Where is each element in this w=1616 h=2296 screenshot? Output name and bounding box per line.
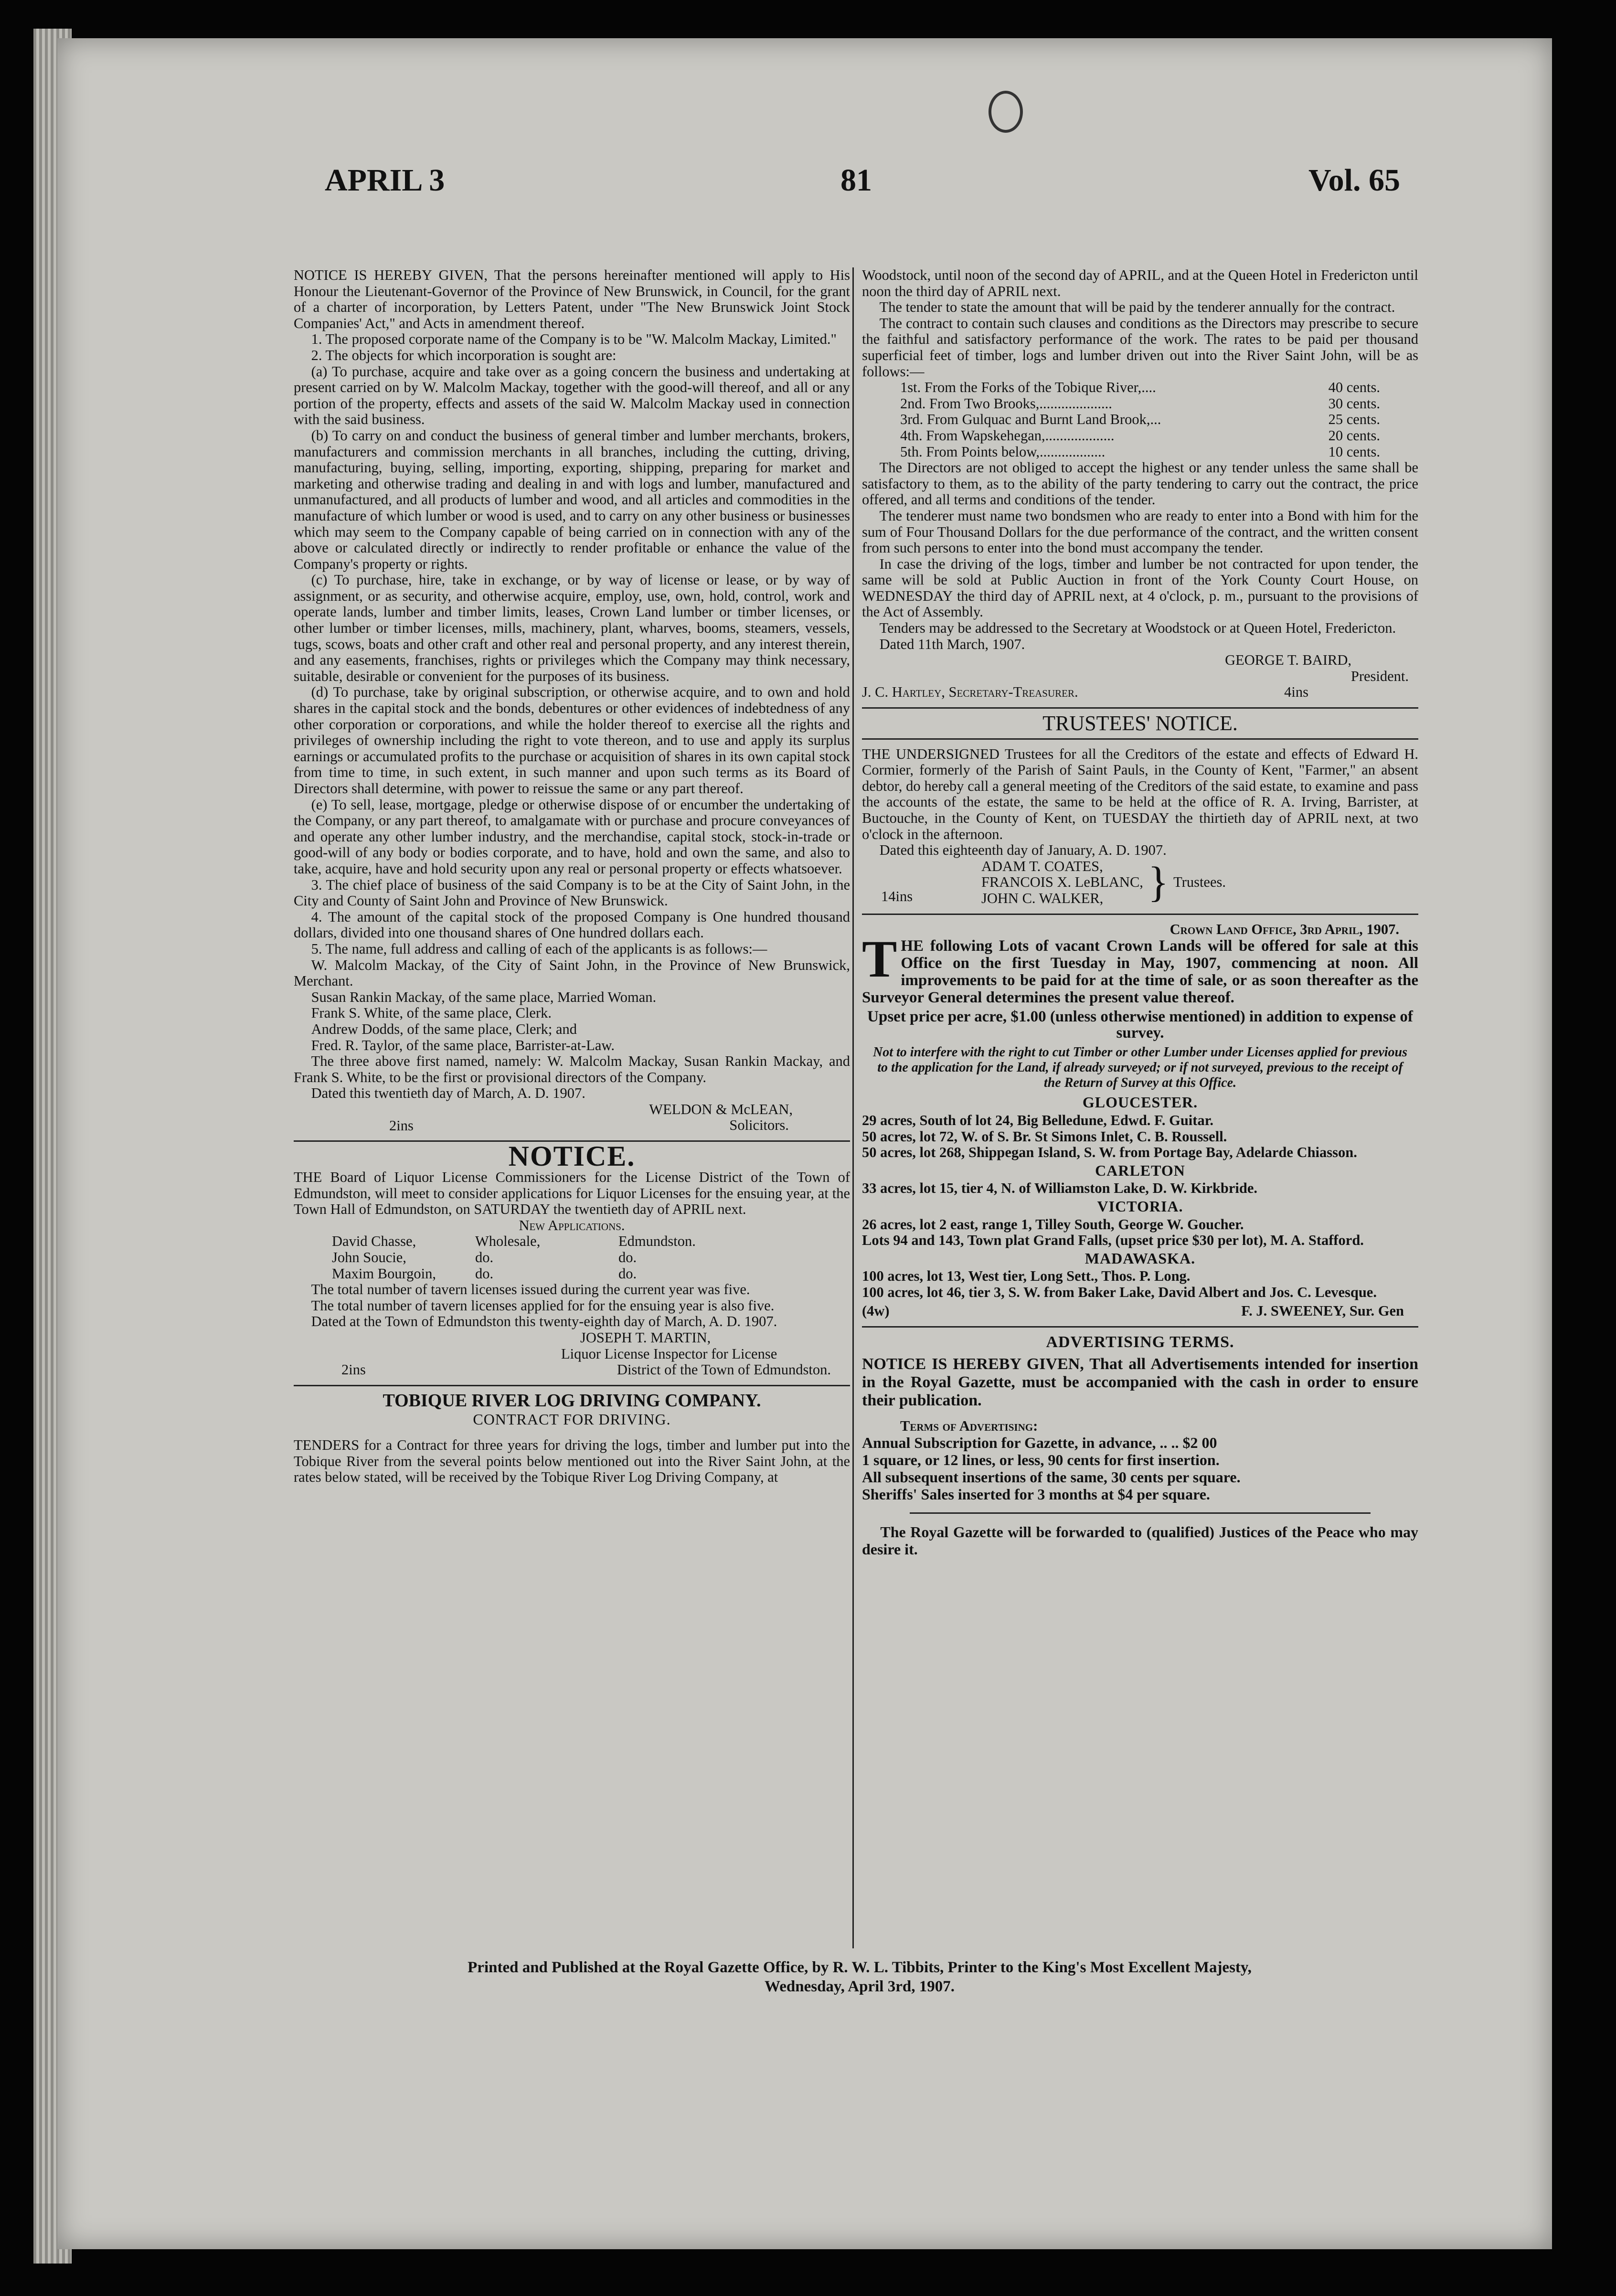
notice-paragraph: In case the driving of the logs, timber and lumber be not contracted for upon tender, the same will be sold at Public Auction in front of the York County Court House, on WEDNESDAY the third day of APRIL next, at 4 o'clock, p. m., pursuant to the provisions of the Act of Assembly. [862,555,1418,620]
inspector-signature: JOSEPH T. MARTIN, [580,1329,711,1346]
lot-entry: Lots 94 and 143, Town plat Grand Falls, (upset price $30 per lot), M. A. Stafford. [862,1232,1364,1249]
notice-dated: Dated this twentieth day of March, A. D. 1907. [311,1085,585,1102]
trustees-signatures [862,859,1418,907]
trustees-heading: TRUSTEES' NOTICE. [1042,712,1238,735]
left-column [294,267,850,1486]
notice-paragraph: The tenderer must name two bondsmen who are ready to enter into a Bond with him for the sum of Four Thousand Dollars for the due performance of the contract, and the written consent from such persons to enter into the bond must accompany the tender. [862,507,1418,556]
solicitor-signature: WELDON & McLEAN, [649,1101,793,1117]
insertion-count: 4ins [1284,684,1308,701]
insertion-count: 2ins [341,1361,366,1378]
tobique-notice-continued [862,267,1418,701]
notice-paragraph: 4. The amount of the capital stock of the proposed Company is One hundred thousand dollars, divided into one thousand shares of One hundred dollars each. [294,908,850,941]
applicant: Andrew Dodds, of the same place, Clerk; and [311,1020,577,1037]
section-rule [862,707,1418,709]
notice-paragraph: (d) To purchase, take by original subscription, or otherwise acquire, and to own and hold shares in the capital stock and the bonds, debentures or other evidences of indebtedness of any other corporation or corporations, and while the holder thereof to exercise all the rights and privileges of ownership including the right to vote thereon, and to use and apply its surplus earnings or accumulated profits to the purchase or acquisition of shares in its own capital stock from time to time, in such extent, in such manner and upon such terms as its Board of Directors shall determine, with power to reissue the same or any part thereof. [294,684,850,797]
advertising-heading: ADVERTISING TERMS. [1046,1333,1234,1351]
crown-paragraph: HE following Lots of vacant Crown Lands will be offered for sale at this Office on the first Tuesday in May, 1907, commencing at noon. All improvements to be paid for at the time of sale, or as soon thereafter as the Surveyor General determines the present value thereof. [862,937,1418,1007]
lot-entry: 29 acres, South of lot 24, Big Belledune, Edwd. F. Guitar. [862,1112,1214,1128]
applicant: Frank S. White, of the same place, Clerk. [311,1005,552,1021]
volume-number: Vol. 65 [1308,163,1400,198]
imprint-footer [294,1958,1425,1996]
insertion-count: 14ins [881,888,913,905]
notice-dated: Dated at the Town of Edmundston this twenty-eighth day of March, A. D. 1907. [311,1313,777,1330]
notice-paragraph: (b) To carry on and conduct the business of general timber and lumber merchants, brokers, manufacturers and commission merchants in all branches, including the cutting, driving, manufacturing, buying, selling, importing, exporting, shipping, preparing for market and marketing and otherwise trading and dealing in and with logs and lumber, manufactured and unmanufactured, and all products of lumber and wood, and all articles and commodities in the manufacture of which lumber or wood is used, and to carry on any other business or businesses which may seem to the Company capable of being carried on in connection with any of the above or calculated directly or indirectly to render profitable or enhance the value of the Company's property or rights. [294,427,850,572]
lot-entry: 100 acres, lot 46, tier 3, S. W. from Baker Lake, David Albert and Jos. C. Levesque. [862,1284,1377,1300]
notice-paragraph: NOTICE IS HEREBY GIVEN, That the persons hereinafter mentioned will apply to His Honour the Lieutenant-Governor of the Province of New Brunswick, in Council, for the grant of a charter of incorporation, by Letters Patent, under "The New Brunswick Joint Stock Companies' Act," and Acts in amendment thereof. [294,267,850,331]
punch-hole [989,91,1023,133]
advertising-paragraph: The Royal Gazette will be forwarded to (qualified) Justices of the Peace who may desire it. [862,1523,1418,1558]
notice-paragraph: The Directors are not obliged to accept the highest or any tender unless the same shall be satisfactory to them, as to the ability of the party tendering to carry out the contract, the price offered, and all terms and conditions of the tender. [862,459,1418,508]
trustee-name: FRANCOIS X. LeBLANC, [981,874,1143,891]
applicant: W. Malcolm Mackay, of the City of Saint John, in the Province of New Brunswick, Merchant. [294,957,850,989]
notice-paragraph: The three above first named, namely: W. Malcolm Mackay, Susan Rankin Mackay, and Frank S. White, to be the first or provisional directors of the Company. [294,1053,850,1085]
secretary-name: J. C. Hartley, Secretary-Treasurer. [862,684,1078,701]
lot-entry: 50 acres, lot 268, Shippegan Island, S. W. from Portage Bay, Adelarde Chiasson. [862,1144,1357,1161]
rate-row: 2nd. From Two Brooks,.................... 30 cents. [900,395,1380,412]
application-row: John Soucie, do. do. [332,1249,637,1266]
inspector-district: District of the Town of Edmundston. [617,1361,831,1378]
notice-paragraph: Tenders may be addressed to the Secretary at Woodstock or at Queen Hotel, Fredericton. [879,620,1396,637]
inspector-title: Liquor License Inspector for License [561,1345,777,1362]
brace-glyph: } [1148,859,1169,906]
insertion-count: (4w) [862,1303,890,1319]
notice-paragraph: 1. The proposed corporate name of the Company is to be "W. Malcolm Mackay, Limited." [311,331,837,348]
tobique-notice [294,1390,850,1486]
right-column [862,267,1418,1558]
application-row: David Chasse, Wholesale, Edmundston. [332,1233,696,1250]
notice-paragraph: The total number of tavern licenses applied for for the ensuing year is also five. [311,1297,775,1314]
terms-label: Terms of Advertising: [900,1417,1038,1434]
notice-heading: NOTICE. [508,1140,636,1172]
rate-row: 3rd. From Gulquac and Burnt Land Brook,... 25 cents. [900,411,1380,428]
new-applications-label: New Applications. [519,1217,625,1233]
terms-line: Annual Subscription for Gazette, in advance, .. .. $2 00 [862,1434,1217,1452]
lot-entry: 100 acres, lot 13, West tier, Long Sett., Thos. P. Long. [862,1268,1191,1285]
notice-paragraph: (c) To purchase, hire, take in exchange, or by way of license or lease, or by way of assignment, or as security, and otherwise acquire, employ, use, own, hold, control, work and operate lands, lumber and timber limits, leases, Crown Land lumber or timber licenses, or other lumber or timber licenses, mills, machinery, plant, wharves, booms, steamers, vessels, tugs, scows, boats and other craft and other real and personal property, and any interest therein, and any easements, franchises, rights or privileges which the Company may think necessary, suitable, desirable or convenient for the purposes of its business. [294,572,850,684]
imprint-line: Printed and Published at the Royal Gazette Office, by R. W. L. Tibbits, Printer to the King's Most Excellent Majesty, [468,1959,1252,1976]
notice-paragraph: 5. The name, full address and calling of each of the applicants is as follows:— [311,940,767,957]
notice-paragraph: The contract to contain such clauses and conditions as the Directors may prescribe to secure the faithful and satisfactory performance of the work. The rates to be paid per thousand superficial feet of timber, logs and lumber driven out into the River Saint John, will be as follows:— [862,315,1418,380]
notice-paragraph: (e) To sell, lease, mortgage, pledge or otherwise dispose of or encumber the undertaking of the Company, or any part thereof, to amalgamate with or purchase and procure conveyances of and operate any other lumber industry, and the merchandise, capital stock, stock-in-trade or good-will of any body or bodies corporate, and to have, hold and own the same, and also to take, acquire, have and hold security upon any real or personal property or effects whatsoever. [294,796,850,877]
county-heading: VICTORIA. [1097,1197,1183,1215]
president-signature: GEORGE T. BAIRD, [1225,652,1351,669]
crown-land-notice [862,922,1418,1320]
tobique-heading: TOBIQUE RIVER LOG DRIVING COMPANY. [383,1390,761,1411]
rate-row: 1st. From the Forks of the Tobique River,.... 40 cents. [900,379,1380,396]
notice-paragraph: Woodstock, until noon of the second day of APRIL, and at the Queen Hotel in Fredericton until noon the third day of APRIL next. [862,267,1418,299]
application-row: Maxim Bourgoin, do. do. [332,1265,637,1282]
upset-price: Upset price per acre, $1.00 (unless otherwise mentioned) in addition to expense of survey. [867,1008,1413,1042]
liquor-license-notice [294,1140,850,1378]
president-title: President. [1350,668,1409,684]
insertion-count: 2ins [389,1117,414,1134]
advertising-terms [862,1334,1418,1558]
crown-dateline: Crown Land Office, 3rd April, 1907. [1169,921,1399,937]
section-rule [862,738,1418,740]
notice-paragraph: The total number of tavern licenses issued during the current year was five. [311,1281,750,1298]
crown-italic-note: Not to interfere with the right to cut Timber or other Lumber under Licenses applied for previous to the application for the Land, if already surveyed; or if not surveyed, previous to the receipt of the Return of Survey at this Office. [873,1045,1407,1091]
notice-paragraph: TENDERS for a Contract for three years for driving the logs, timber and lumber put into the Tobique River from the several points below mentioned out into the River Saint John, at the rates below stated, will be received by the Tobique River Log Driving Company, at [294,1436,850,1486]
trustees-label: Trustees. [1173,874,1226,891]
page-number: 81 [840,163,872,198]
section-rule [862,914,1418,915]
notice-paragraph: THE UNDERSIGNED Trustees for all the Creditors of the estate and effects of Edward H. Cormier, formerly of the Parish of Saint Pauls, in the County of Kent, "Farmer," an absent debtor, do hereby call a general meeting of the Creditors of the said estate, to examine and pass the accounts of the estate, the same to be held at the office of R. A. Irving, Barrister, at Buctouche, in the County of Kent, on TUESDAY the thirtieth day of APRIL next, at two o'clock in the afternoon. [862,745,1418,842]
imprint-date: Wednesday, April 3rd, 1907. [765,1978,955,1995]
terms-line: 1 square, or 12 lines, or less, 90 cents for first insertion. [862,1451,1220,1469]
lot-entry: 50 acres, lot 72, W. of S. Br. St Simons Inlet, C. B. Roussell. [862,1128,1227,1145]
column-divider [852,267,854,1948]
applicant: Fred. R. Taylor, of the same place, Barrister-at-Law. [311,1037,615,1053]
rate-row: 4th. From Wapskehegan,................... 20 cents. [900,427,1380,444]
notice-paragraph: (a) To purchase, acquire and take over as a going concern the business and undertaking at present carried on by W. Malcolm Mackay, together with the good-will thereof, and all or any portion of the property, effects and assets of the said W. Malcolm Mackay used in connection with the said business. [294,363,850,428]
notice-paragraph: The tender to state the amount that will be paid by the tenderer annually for the contract. [879,299,1395,316]
lot-entry: 33 acres, lot 15, tier 4, N. of Williamston Lake, D. W. Kirkbride. [862,1180,1258,1197]
terms-line: All subsequent insertions of the same, 30 cents per square. [862,1468,1241,1486]
trustees-notice [862,712,1418,907]
section-rule [910,1512,1371,1514]
rate-row: 5th. From Points below,.................. 10 cents. [900,443,1380,460]
county-heading: GLOUCESTER. [1082,1094,1198,1111]
trustee-name: ADAM T. COATES, [981,858,1103,874]
tobique-subheading: CONTRACT FOR DRIVING. [473,1411,671,1428]
solicitor-title: Solicitors. [729,1117,789,1134]
county-heading: MADAWASKA. [1084,1249,1196,1267]
advertising-paragraph: NOTICE IS HEREBY GIVEN, That all Advertisements intended for insertion in the Royal Gazette, must be accompanied with the cash in order to ensure their publication. [862,1355,1418,1409]
notice-dated: Dated this eighteenth day of January, A. D. 1907. [879,842,1167,859]
section-rule [862,1326,1418,1328]
incorporation-notice [294,267,850,1134]
trustee-name: JOHN C. WALKER, [981,890,1104,906]
notice-paragraph: 2. The objects for which incorporation is sought are: [311,347,617,363]
notice-dated: Dated 11th March, 1907. [879,636,1025,652]
section-rule [294,1385,850,1386]
terms-line: Sheriffs' Sales inserted for 3 months at $4 per square. [862,1486,1210,1503]
lot-entry: 26 acres, lot 2 east, range 1, Tilley South, George W. Goucher. [862,1216,1244,1233]
notice-paragraph: THE Board of Liquor License Commissioners for the License District of the Town of Edmundston, will meet to consider applications for Liquor Licenses for the ensuing year, at the Town Hall of Edmundston, on SATURDAY the twentieth day of APRIL next. [294,1169,850,1218]
surveyor-general-signature: F. J. SWEENEY, Sur. Gen [1241,1303,1404,1319]
applicant: Susan Rankin Mackay, of the same place, Married Woman. [311,989,657,1005]
header-date: APRIL 3 [325,163,445,198]
drop-cap: T [862,930,897,989]
notice-paragraph: 3. The chief place of business of the said Company is to be at the City of Saint John, in the City and County of Saint John and Province of New Brunswick. [294,876,850,909]
county-heading: CARLETON [1095,1161,1185,1179]
